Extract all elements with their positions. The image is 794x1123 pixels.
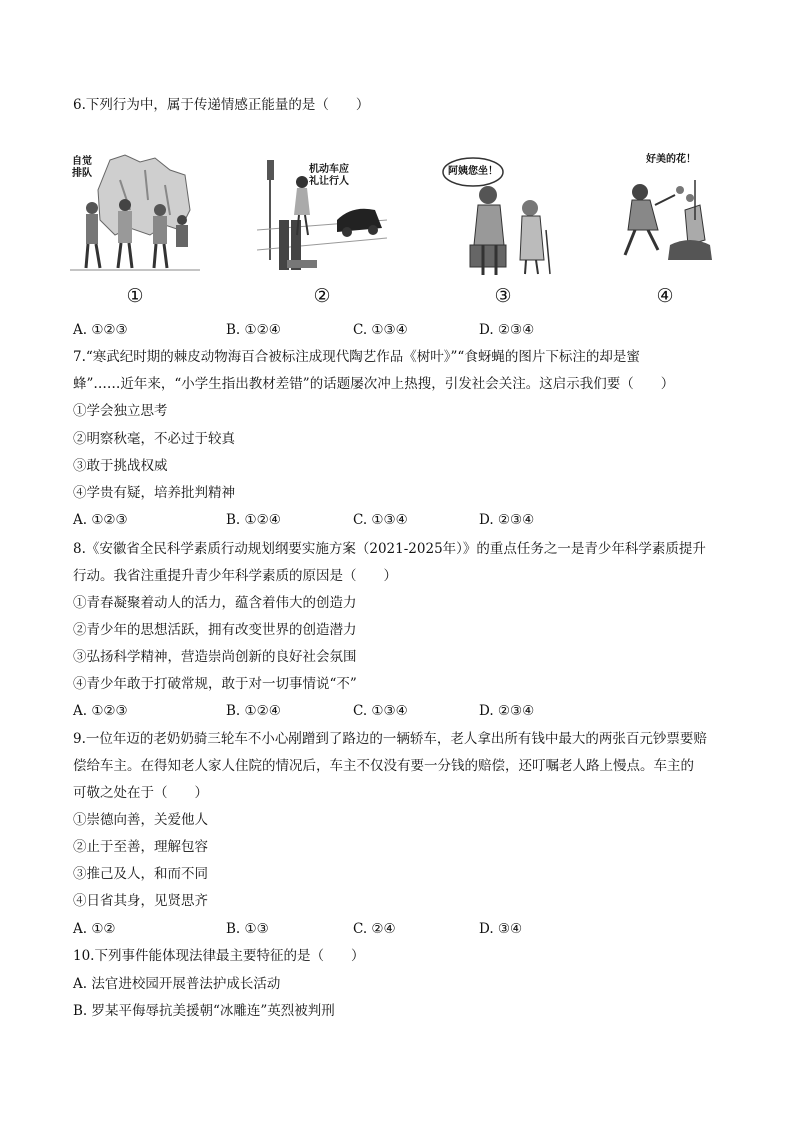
- q7-option-a[interactable]: A. ①②③: [73, 512, 128, 528]
- q6-picture-4: [600, 150, 730, 310]
- crosswalk-sign-line-1: 机动车应: [309, 164, 349, 175]
- q10-choice-b[interactable]: B. 罗某平侮辱抗美援朝“冰雕连”英烈被判刑: [73, 1003, 335, 1019]
- crosswalk-sign-line-2: 礼让行人: [309, 176, 349, 187]
- q7-option-d[interactable]: D. ②③④: [479, 512, 535, 528]
- q6-option-a[interactable]: A. ①②③: [73, 322, 128, 338]
- q8-option-a[interactable]: A. ①②③: [73, 703, 128, 719]
- q9-option-b[interactable]: B. ①③: [226, 921, 269, 937]
- queue-sign-line-2: 排队: [72, 168, 92, 179]
- q7-stem-line-1: 7.“寒武纪时期的棘皮动物海百合被标注成现代陶艺作品《树叶》”“食蚜蝇的图片下标注的却是蜜: [73, 349, 640, 365]
- q9-item-1: ①崇德向善，关爱他人: [73, 812, 208, 828]
- flower-speech: 好美的花！: [646, 154, 696, 165]
- q9-item-4: ④日省其身，见贤思齐: [73, 893, 208, 909]
- q7-item-3: ③敢于挑战权威: [73, 458, 168, 474]
- q9-stem-line-2: 偿给车主。在得知老人家人住院的情况后，车主不仅没有要一分钱的赔偿，还叮嘱老人路上慢点。车主的: [73, 758, 694, 774]
- q8-stem-line-1: 8.《安徽省全民科学素质行动规划纲要实施方案（2021-2025年）》的重点任务之一是青少年科学素质提升: [73, 541, 706, 557]
- q6-picture-4-caption: ④: [656, 285, 674, 307]
- offer-seat-speech: 阿姨您坐！: [448, 166, 498, 177]
- q9-options: [73, 920, 673, 938]
- q8-option-d[interactable]: D. ②③④: [479, 703, 535, 719]
- q8-option-b[interactable]: B. ①②④: [226, 703, 281, 719]
- q7-options: [73, 511, 673, 529]
- q6-picture-1: [70, 150, 200, 310]
- q8-item-4: ④青少年敢于打破常规，敢于对一切事情说“不”: [73, 676, 357, 692]
- q8-stem-line-2: 行动。我省注重提升青少年科学素质的原因是（ ）: [73, 568, 397, 584]
- q6-picture-2: [257, 150, 387, 310]
- q7-option-b[interactable]: B. ①②④: [226, 512, 281, 528]
- q6-stem: 6.下列行为中，属于传递情感正能量的是（ ）: [73, 97, 370, 113]
- q6-option-b[interactable]: B. ①②④: [226, 322, 281, 338]
- q9-stem-line-1: 9.一位年迈的老奶奶骑三轮车不小心剐蹭到了路边的一辆轿车，老人拿出所有钱中最大的两张百元钞票要赔: [73, 731, 707, 747]
- q7-stem-line-2: 蜂”……近年来，“小学生指出教材差错”的话题屡次冲上热搜，引发社会关注。这启示我们要（ ）: [73, 376, 675, 392]
- q8-item-3: ③弘扬科学精神，营造崇尚创新的良好社会氛围: [73, 649, 357, 665]
- q9-stem-line-3: 可敬之处在于（ ）: [73, 785, 208, 801]
- q9-item-3: ③推己及人，和而不同: [73, 866, 208, 882]
- q10-stem: 10.下列事件能体现法律最主要特征的是（ ）: [73, 948, 365, 964]
- q7-option-c[interactable]: C. ①③④: [353, 512, 408, 528]
- q8-item-2: ②青少年的思想活跃，拥有改变世界的创造潜力: [73, 622, 357, 638]
- flower-illustration: [600, 150, 730, 280]
- q7-item-4: ④学贵有疑，培养批判精神: [73, 485, 235, 501]
- q9-option-d[interactable]: D. ③④: [479, 921, 523, 937]
- q6-option-d[interactable]: D. ②③④: [479, 322, 535, 338]
- q7-item-1: ①学会独立思考: [73, 403, 168, 419]
- q10-choice-a[interactable]: A. 法官进校园开展普法护成长活动: [73, 976, 281, 992]
- q8-option-c[interactable]: C. ①③④: [353, 703, 408, 719]
- q7-item-2: ②明察秋毫，不必过于较真: [73, 431, 235, 447]
- q9-option-c[interactable]: C. ②④: [353, 921, 396, 937]
- q6-picture-2-caption: ②: [313, 285, 331, 307]
- q6-picture-3: [438, 150, 568, 310]
- q6-options: [73, 321, 673, 339]
- q9-option-a[interactable]: A. ①②: [73, 921, 116, 937]
- q6-option-c[interactable]: C. ①③④: [353, 322, 408, 338]
- queue-sign-line-1: 自觉: [72, 156, 92, 167]
- q6-pictures: [70, 150, 726, 310]
- q6-picture-3-caption: ③: [494, 285, 512, 307]
- q6-picture-1-caption: ①: [126, 285, 144, 307]
- q8-options: [73, 702, 673, 720]
- q8-item-1: ①青春凝聚着动人的活力，蕴含着伟大的创造力: [73, 595, 357, 611]
- q9-item-2: ②止于至善，理解包容: [73, 839, 208, 855]
